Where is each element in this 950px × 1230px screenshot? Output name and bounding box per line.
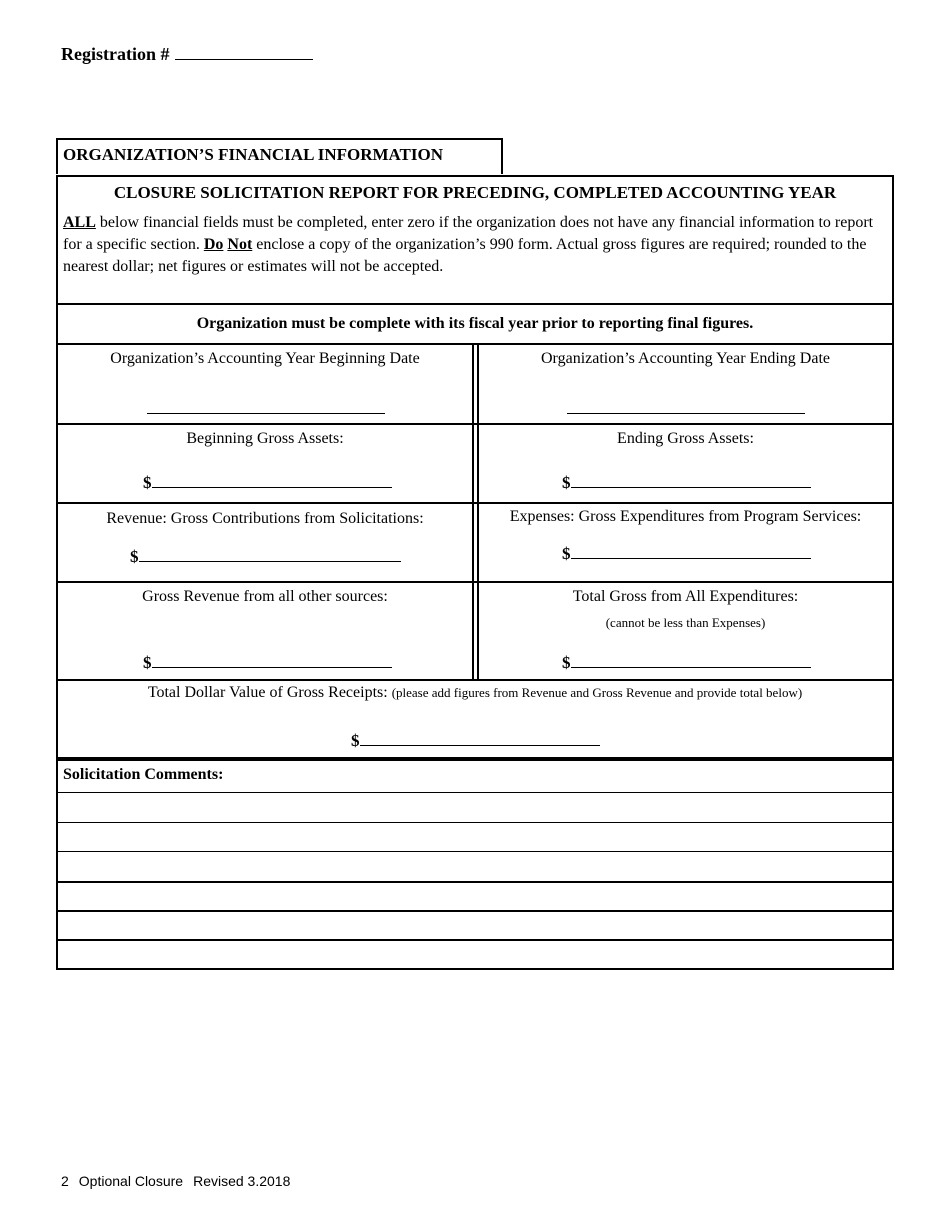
begin-assets-label: Beginning Gross Assets: <box>186 430 344 447</box>
registration-input-line[interactable] <box>175 45 313 60</box>
total-receipts-note: (please add figures from Revenue and Gross Revenue and provide total below) <box>391 685 803 700</box>
registration-number <box>61 44 313 65</box>
begin-assets-amount[interactable] <box>143 473 392 493</box>
form-name: Optional Closure <box>78 1173 184 1189</box>
end-date-label: Organization’s Accounting Year Ending Date <box>541 350 830 367</box>
other-revenue-amount[interactable] <box>143 653 392 673</box>
amount-line <box>571 473 811 488</box>
fiscal-note: Organization must be complete with its fiscal year prior to reporting final figures. <box>196 315 754 332</box>
currency-symbol: $ <box>130 547 139 566</box>
revenue-label: Revenue: Gross Contributions from Solicitations: <box>106 510 424 527</box>
page-number: 2 <box>61 1173 69 1189</box>
currency-symbol: $ <box>562 544 571 563</box>
revenue-amount[interactable] <box>130 547 401 567</box>
begin-date-input[interactable] <box>147 413 385 414</box>
comment-line[interactable] <box>58 881 892 883</box>
amount-line <box>571 544 811 559</box>
divider <box>58 303 892 305</box>
divider <box>58 423 892 425</box>
amount-line <box>152 653 392 668</box>
comment-line[interactable] <box>58 851 892 852</box>
expenses-label: Expenses: Gross Expenditures from Program Services: <box>509 508 862 525</box>
currency-symbol: $ <box>351 731 360 750</box>
instructions-part1: below financial fields must be completed, enter zero if the organization does not have any financial information to report for a specific section. <box>63 214 874 253</box>
total-receipts-amount[interactable] <box>351 731 600 751</box>
amount-line <box>360 731 600 746</box>
comments-section <box>56 759 894 970</box>
instructions-do: Do <box>203 236 224 253</box>
expenses-amount[interactable] <box>562 544 811 564</box>
comment-line[interactable] <box>58 822 892 823</box>
other-revenue-label: Gross Revenue from all other sources: <box>142 588 388 605</box>
total-expenditures-note: (cannot be less than Expenses) <box>605 615 766 630</box>
divider <box>58 343 892 345</box>
amount-line <box>139 547 401 562</box>
column-divider <box>472 343 474 679</box>
instructions <box>63 212 884 278</box>
instructions-part2: enclose a copy of the organization’s 990 form. Actual gross figures are required; rounded to the nearest dollar; net figures or estimates will not be accepted. <box>63 236 867 275</box>
currency-symbol: $ <box>562 473 571 492</box>
total-expenditures-label: Total Gross from All Expenditures: <box>572 588 799 605</box>
section-header: ORGANIZATION’S FINANCIAL INFORMATION <box>56 138 503 174</box>
page-footer <box>61 1173 300 1189</box>
comment-line[interactable] <box>58 910 892 912</box>
registration-label: Registration # <box>61 44 170 64</box>
comments-label: Solicitation Comments: <box>63 766 224 783</box>
total-receipts-label: Total Dollar Value of Gross Receipts: <box>147 684 388 701</box>
begin-date-label: Organization’s Accounting Year Beginning Date <box>110 350 420 367</box>
currency-symbol: $ <box>562 653 571 672</box>
divider <box>58 581 892 583</box>
amount-line <box>571 653 811 668</box>
currency-symbol: $ <box>143 653 152 672</box>
revision: Revised 3.2018 <box>193 1173 291 1189</box>
financial-form <box>56 175 894 759</box>
end-date-input[interactable] <box>567 413 805 414</box>
end-assets-label: Ending Gross Assets: <box>617 430 754 447</box>
instructions-all: ALL <box>63 214 96 231</box>
currency-symbol: $ <box>143 473 152 492</box>
comment-line[interactable] <box>58 792 892 793</box>
amount-line <box>152 473 392 488</box>
report-title: CLOSURE SOLICITATION REPORT FOR PRECEDING, COMPLETED ACCOUNTING YEAR <box>113 183 837 202</box>
divider <box>58 679 892 681</box>
instructions-not: Not <box>227 236 253 253</box>
end-assets-amount[interactable] <box>562 473 811 493</box>
comment-line[interactable] <box>58 939 892 941</box>
total-receipts <box>58 684 892 702</box>
total-expenditures-amount[interactable] <box>562 653 811 673</box>
divider <box>58 502 892 504</box>
